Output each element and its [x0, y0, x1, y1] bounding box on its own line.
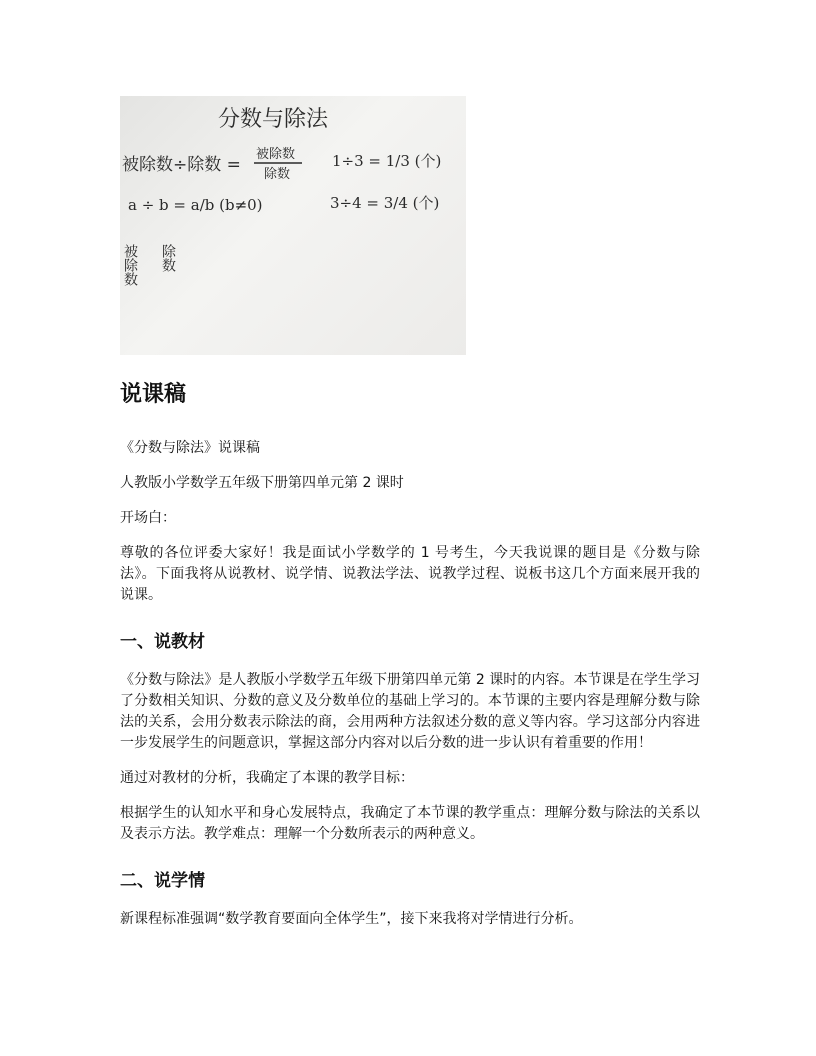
photo-label-dividend: 被除数	[122, 244, 138, 286]
photo-formula1-denominator: 除数	[264, 167, 291, 182]
photo-example2: 3÷4 = 3/4 (个)	[330, 194, 440, 212]
photo-formula1-left: 被除数÷除数 =	[122, 155, 241, 175]
handwritten-notes-photo	[120, 96, 466, 355]
photo-formula1-numerator: 被除数	[256, 147, 296, 162]
paragraph-key-points: 根据学生的认知水平和身心发展特点，我确定了本节课的教学重点：理解分数与除法的关系以及表示方法。教学难点：理解一个分数所表示的两种意义。	[120, 805, 700, 842]
paragraph-textbook-info: 人教版小学数学五年级下册第四单元第 2 课时	[120, 475, 404, 491]
photo-example1: 1÷3 = 1/3 (个)	[332, 152, 442, 170]
paragraph-opening: 尊敬的各位评委大家好！我是面试小学数学的 1 号考生，今天我说课的题目是《分数与除法》。下面我将从说教材、说学情、说教法学法、说教学过程、说板书这几个方面来展开我的说课。	[120, 545, 700, 603]
paragraph-students: 新课程标准强调“数学教育要面向全体学生”，接下来我将对学情进行分析。	[120, 911, 583, 927]
paragraph-doc-title: 《分数与除法》说课稿	[120, 440, 260, 456]
photo-label-divisor: 除数	[160, 244, 176, 272]
document-body	[120, 378, 700, 944]
section-heading-materials: 一、说教材	[120, 632, 205, 652]
paragraph-materials: 《分数与除法》是人教版小学数学五年级下册第四单元第 2 课时的内容。本节课是在学生学习了分数相关知识、分数的意义及分数单位的基础上学习的。本节课的主要内容是理解分数与除法的关系，会用分数表示除法的商，会用两种方法叙述分数的意义等内容。学习这部分内容进一步发展学生的问题意识，掌握这部分内容对以后分数的进一步认识有着重要的作用！	[120, 672, 700, 751]
photo-title: 分数与除法	[218, 107, 329, 132]
paragraph-opening-label: 开场白：	[120, 510, 176, 526]
paragraph-goals-intro: 通过对教材的分析，我确定了本课的教学目标：	[120, 770, 414, 786]
page-title: 说课稿	[120, 382, 187, 407]
section-heading-students: 二、说学情	[120, 871, 205, 891]
photo-formula2: a ÷ b = a/b (b≠0)	[128, 196, 263, 214]
